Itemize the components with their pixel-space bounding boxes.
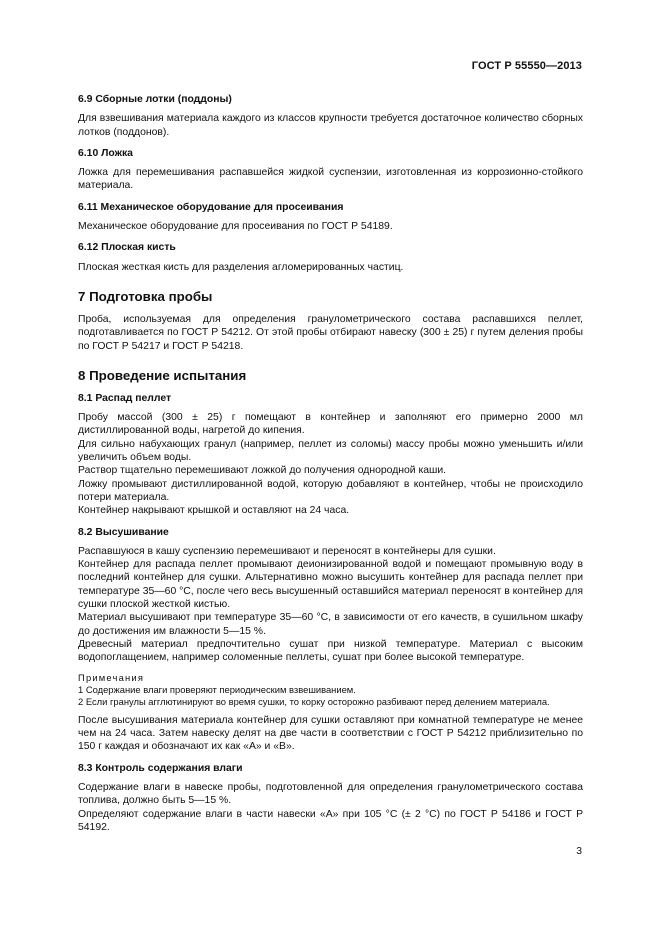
section-8-title: 8 Проведение испытания <box>78 367 247 383</box>
page-number: 3 <box>576 846 582 857</box>
section-6-10-title: 6.10 Ложка <box>78 147 133 159</box>
section-7-title: 7 Подготовка пробы <box>78 288 213 304</box>
page-content <box>78 93 583 834</box>
section-8-3-paragraph: Определяют содержание влаги в части навески «А» при 105 °С (± 2 °С) по ГОСТ Р 54186 и ГОСТ Р 54192. <box>78 808 583 833</box>
section-6-10-text: Ложка для перемешивания распавшейся жидкой суспензии, изготовленная из коррозионно-стойкого материала. <box>78 167 583 192</box>
section-8-1-paragraph: Пробу массой (300 ± 25) г помещают в контейнер и заполняют его примерно 2000 мл дистиллированной воды, нагретой до кипения. <box>78 412 583 437</box>
notes-title: Примечания <box>78 671 145 683</box>
section-8-1-paragraph: Для сильно набухающих гранул (например, пеллет из соломы) массу пробы можно уменьшить и/или увеличить объем воды. <box>78 438 583 464</box>
section-8-2-after: После высушивания материала контейнер для сушки оставляют при комнатной температуре не менее чем на 24 часа. Затем навеску делят на две части в соответствии с ГОСТ Р 54212 приблизительно по 150 г каждая и обозначают их как «А» и «В». <box>78 714 583 753</box>
section-6-12-title: 6.12 Плоская кисть <box>78 242 176 254</box>
section-8-2-paragraph: Древесный материал предпочтительно сушат при низкой температуре. Материал с высоким водопоглащением, например соломенные пеллеты, сушат при более высокой температуре. <box>78 638 583 664</box>
note-item: 1 Содержание влаги проверяют периодическим взвешиванием. <box>78 683 356 695</box>
section-6-9-title: 6.9 Сборные лотки (поддоны) <box>78 94 232 105</box>
section-6-9-text: Для взвешивания материала каждого из классов крупности требуется достаточное количество сборных лотков (поддонов). <box>78 113 583 138</box>
section-8-1-title: 8.1 Распад пеллет <box>78 392 172 404</box>
section-8-2-paragraph: Распавшуюся в кашу суспензию перемешивают и переносят в контейнеры для сушки. <box>78 545 496 557</box>
section-8-1-paragraph: Раствор тщательно перемешивают ложкой до получения однородной каши. <box>78 465 447 477</box>
standard-header: ГОСТ Р 55550—2013 <box>471 60 582 72</box>
section-8-1-paragraph: Ложку промывают дистиллированной водой, которую добавляют в контейнер, чтобы не происходило потери материала. <box>78 478 583 503</box>
section-6-12-text: Плоская жесткая кисть для разделения агломерированных частиц. <box>78 261 404 273</box>
note-item: 2 Если гранулы агглютинируют во время сушки, то корку осторожно разбивают перед делением материала. <box>78 695 550 707</box>
section-8-3-title: 8.3 Контроль содержания влаги <box>78 762 243 774</box>
section-8-2-paragraph: Материал высушивают при температуре 35—60 °С, в зависимости от его качеств, в сушильном шкафу до достижения им влажности 5—15 %. <box>78 612 583 637</box>
section-6-11-title: 6.11 Механическое оборудование для просеивания <box>78 201 344 213</box>
section-8-2-paragraph: Контейнер для распада пеллет промывают деионизированной водой и помещают промывную воду в последний контейнер для сушки. Альтернативно можно высушить контейнер для распада пеллет при температуре 35—60 °С, после чего весь высушенный оставшийся материал переносят в контейнер для сушки плоской жесткой кистью. <box>78 559 583 611</box>
section-6-11-text: Механическое оборудование для просеивания по ГОСТ Р 54189. <box>78 221 393 233</box>
section-8-1-paragraph: Контейнер накрывают крышкой и оставляют на 24 часа. <box>78 505 350 517</box>
section-8-3-paragraph: Содержание влаги в навеске пробы, подготовленной для определения гранулометрического состава топлива, должно быть 5—15 %. <box>78 781 583 807</box>
section-7-text: Проба, используемая для определения гранулометрического состава распавшихся пеллет, подготавливается по ГОСТ Р 54212. От этой пробы отбирают навеску (300 ± 25) г путем деления пробы по ГОСТ Р 54217 и ГОСТ Р 54218. <box>78 313 583 352</box>
section-8-2-title: 8.2 Высушивание <box>78 526 169 538</box>
